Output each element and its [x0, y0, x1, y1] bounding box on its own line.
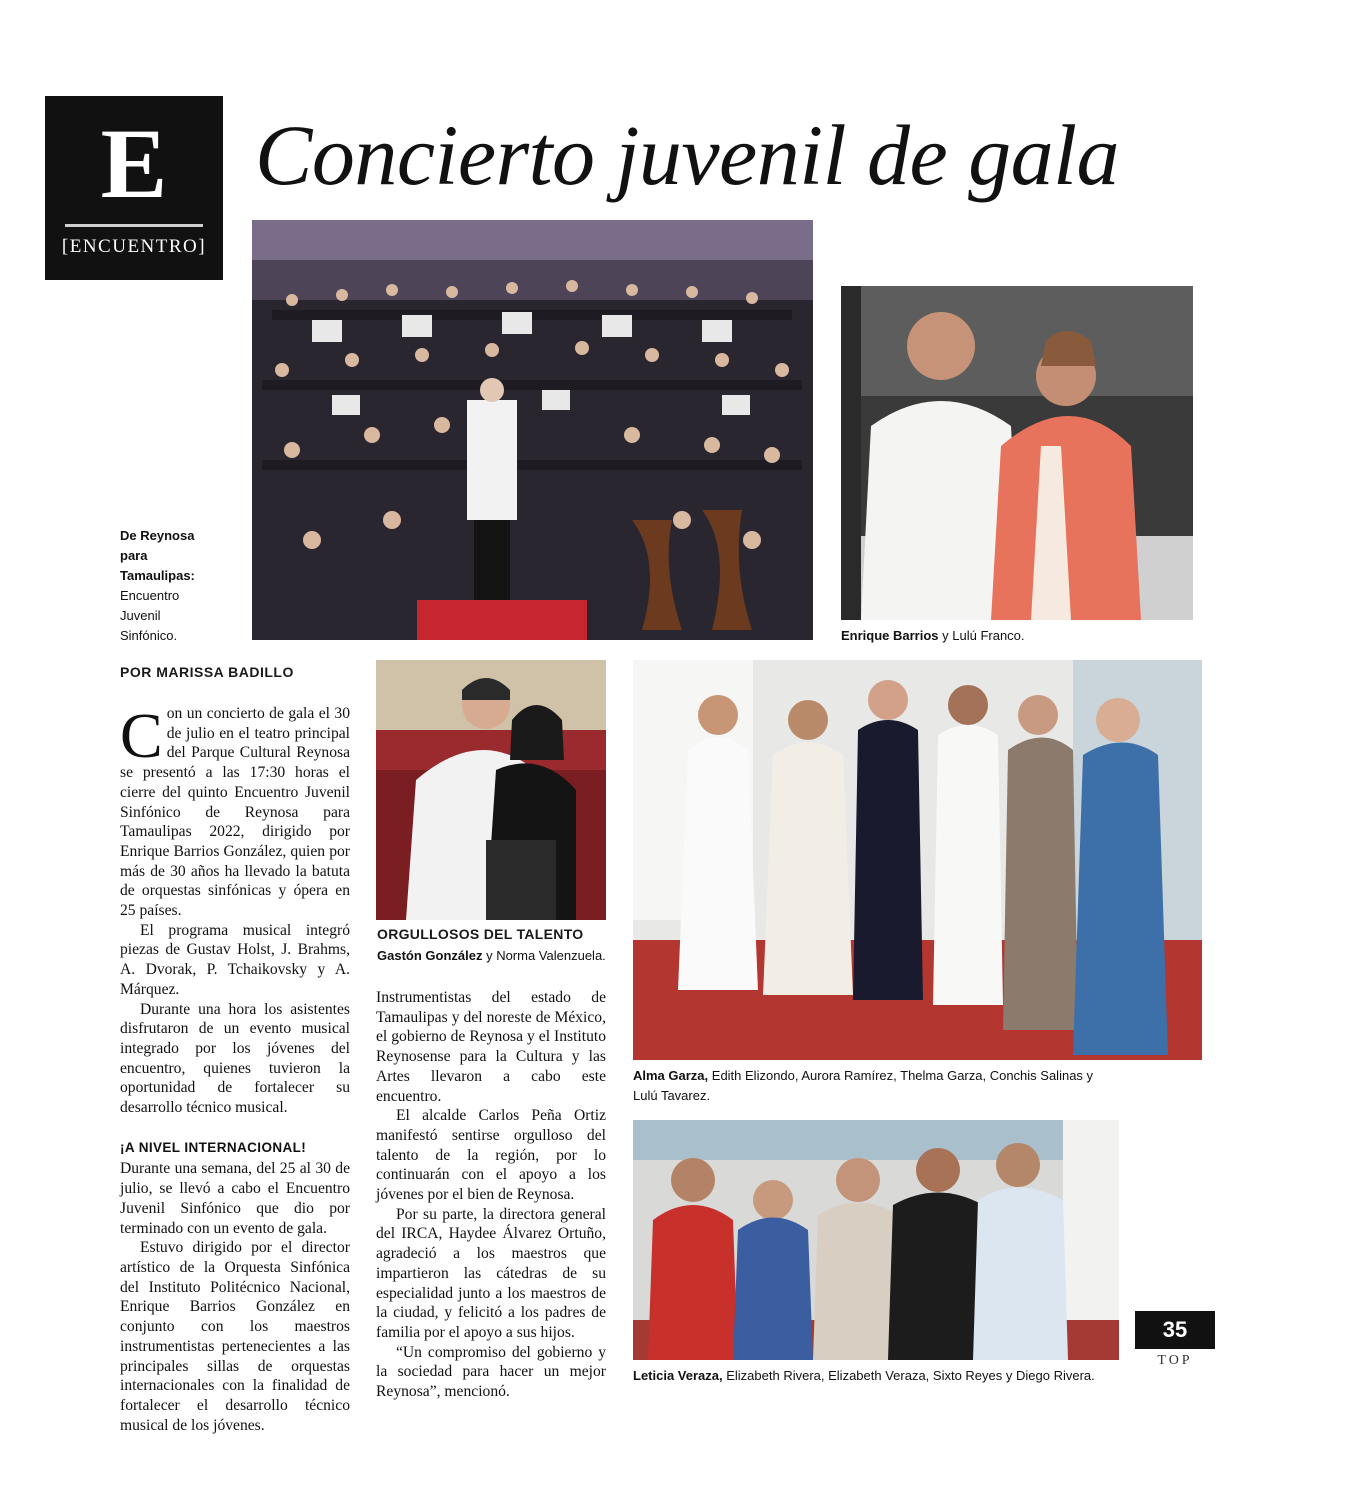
badge-divider	[65, 224, 203, 227]
talent-caption-text: y Norma Valenzuela.	[482, 948, 606, 963]
article-paragraph: Durante una semana, del 25 al 30 de julio, se llevó a cabo el Encuentro Juvenil Sinfónico que dio por terminado con un evento de gala.	[120, 1160, 350, 1237]
orchestra-caption-bold: De Reynosa para Tamaulipas:	[120, 528, 195, 583]
talent-photo	[376, 660, 606, 920]
orchestra-photo	[252, 220, 813, 640]
dropcap: C	[120, 700, 163, 771]
page-title: Concierto juvenil de gala	[255, 107, 1120, 203]
group-photo-1	[633, 660, 1202, 1060]
article-subhead: ¡A NIVEL INTERNACIONAL!	[120, 1139, 307, 1155]
article-paragraph: Instrumentistas del estado de Tamaulipas y del noreste de México, el gobierno de Reynosa y el Instituto Reynosense para la Cultura y las Artes llevaron a cabo este encuentro.	[376, 989, 606, 1105]
couple-caption-text: y Lulú Franco.	[938, 628, 1025, 643]
article-paragraph: El programa musical integró piezas de Gustav Holst, J. Brahms, A. Dvorak, P. Tchaikovsky y A. Márquez.	[120, 921, 350, 998]
article-paragraph: Estuvo dirigido por el director artístico de la Orquesta Sinfónica del Instituto Politécnico Nacional, Enrique Barrios González en conjunto con los maestros instrumentistas pertenecientes a las principales sillas de orquestas internacionales con la finalidad de fortalecer el desarrollo técnico musical de los jóvenes.	[120, 1239, 350, 1434]
talent-caption-bold: Gastón González	[377, 948, 483, 963]
group-2-caption-bold: Leticia Veraza,	[633, 1368, 723, 1383]
group-2-caption	[633, 1366, 1095, 1386]
article-paragraph: “Un compromiso del gobierno y la sociedad para hacer un mejor Reynosa”, mencionó.	[376, 1343, 606, 1401]
group-1-caption	[633, 1066, 1113, 1106]
article-paragraph: El alcalde Carlos Peña Ortiz manifestó sentirse orgulloso del talento de la región, por lo continuarán con el apoyo a los jóvenes por el bien de Reynosa.	[376, 1107, 606, 1204]
couple-caption-bold: Enrique Barrios	[841, 628, 939, 643]
group-2-caption-text: Elizabeth Rivera, Elizabeth Veraza, Sixto Reyes y Diego Rivera.	[722, 1368, 1095, 1383]
article-paragraph: Durante una hora los asistentes disfrutaron de un evento musical integrado por los jóvenes del encuentro, quienes tuvieron la oportunidad de fortalecer su desarrollo técnico musical.	[120, 1000, 350, 1117]
page-number: 35	[1135, 1311, 1215, 1349]
couple-caption	[841, 626, 1025, 646]
section-badge	[45, 96, 223, 280]
orchestra-caption-text: Encuentro Juvenil Sinfónico.	[120, 588, 180, 643]
talent-heading: ORGULLOSOS DEL TALENTO	[377, 926, 584, 942]
article-column-1	[120, 700, 350, 1435]
group-photo-2	[633, 1120, 1119, 1360]
talent-caption	[377, 946, 606, 966]
group-1-caption-bold: Alma Garza,	[633, 1068, 709, 1083]
section-letter: E	[100, 108, 168, 219]
couple-photo	[841, 286, 1193, 620]
byline: POR MARISSA BADILLO	[120, 664, 294, 680]
article-column-2	[376, 988, 606, 1402]
group-1-caption-text: Edith Elizondo, Aurora Ramírez, Thelma Garza, Conchis Salinas y Lulú Tavarez.	[633, 1068, 1094, 1103]
orchestra-caption	[120, 526, 220, 646]
article-paragraph: Por su parte, la directora general del IRCA, Haydee Álvarez Ortuño, agradeció a los maestros que impartieron las cátedras de su especialidad junto a los maestros de la ciudad, y felicitó a los padres de familia por el apoyo a sus hijos.	[376, 1205, 606, 1341]
magazine-name: TOP	[1157, 1353, 1193, 1368]
paragraph-text: on un concierto de gala el 30 de julio en el teatro principal del Parque Cultural Reynosa se presentó a las 17:30 horas el cierre del quinto Encuentro Juvenil Sinfónico de Reynosa para Tamaulipas 2022, dirigido por Enrique Barrios González, quien por más de 30 años ha llevado la batuta de orquestas sinfónicas y ópera en 25 países.	[120, 705, 350, 920]
article-paragraph	[120, 700, 350, 921]
section-label: [ENCUENTRO]	[61, 236, 207, 257]
